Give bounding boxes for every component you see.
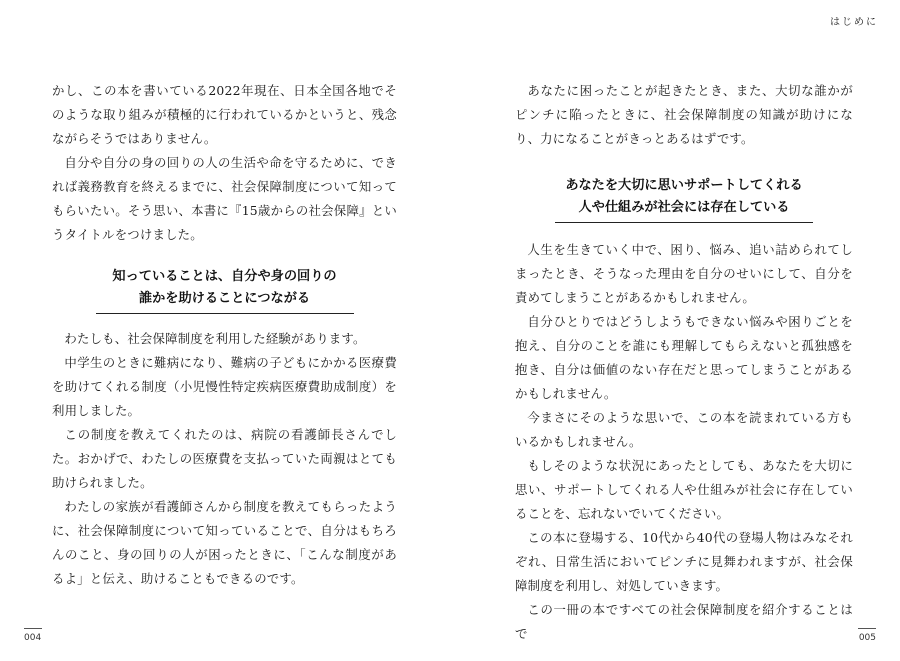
section-heading [52,266,397,314]
right-intro-text [515,79,853,151]
heading-line: 知っていることは、自分や身の回りの [112,269,337,284]
folio-rule [858,628,876,629]
paragraph: この制度を教えてくれたのは、病院の看護師長さんでした。おかげで、わたしの医療費を支払っていた両親はとても助けられました。 [52,427,397,490]
heading-underline [555,222,813,223]
page-number: 005 [858,633,876,643]
heading-underline [96,313,354,314]
paragraph: 今まさにそのような思いで、この本を読まれている方もいるかもしれません。 [515,410,853,449]
section-heading [515,175,853,223]
paragraph: あなたに困ったことが起きたとき、また、大切な誰かがピンチに陥ったときに、社会保障制度の知識が助けになり、力になることがきっとあるはずです。 [515,83,853,146]
page-number-right [858,628,876,643]
paragraph: わたしも、社会保障制度を利用した経験があります。 [64,331,366,346]
paragraph: この一冊の本ですべての社会保障制度を紹介することはで [515,602,853,641]
paragraph: もしそのような状況にあったとしても、あなたを大切に思い、サポートしてくれる人や仕組みが社会に存在していることを、忘れないでいてください。 [515,458,853,521]
page-number: 004 [24,633,42,643]
running-head: はじめに [830,17,878,28]
heading-line: 人や仕組みが社会には存在している [578,200,790,215]
right-body-text [515,238,853,646]
heading-line: あなたを大切に思いサポートしてくれる [565,178,803,193]
folio-rule [24,628,42,629]
left-body-text [52,327,397,591]
paragraph: わたしの家族が看護師さんから制度を教えてもらったように、社会保障制度について知っていることで、自分はもちろんのこと、身の回りの人が困ったときに、「こんな制度があるよ」と伝え、助けることもできるのです。 [52,499,397,586]
paragraph: 人生を生きていく中で、困り、悩み、追い詰められてしまったとき、そうなった理由を自分のせいにして、自分を責めてしまうことがあるかもしれません。 [515,242,853,305]
paragraph: 中学生のときに難病になり、難病の子どもにかかる医療費を助けてくれる制度（小児慢性特定疾病医療費助成制度）を利用しました。 [52,355,397,418]
page-number-left [24,628,42,643]
left-intro-text [52,79,397,247]
paragraph: かし、この本を書いている2022年現在、日本全国各地でそのような取り組みが積極的に行われているかというと、残念ながらそうではありません。 [52,83,397,146]
paragraph: この本に登場する、10代から40代の登場人物はみなそれぞれ、日常生活においてピンチに見舞われますが、社会保障制度を利用し、対処していきます。 [515,530,853,593]
heading-line: 誰かを助けることにつながる [138,291,311,306]
paragraph: 自分ひとりではどうしようもできない悩みや困りごとを抱え、自分のことを誰にも理解してもらえないと孤独感を抱き、自分は価値のない存在だと思ってしまうことがあるかもしれません。 [515,314,853,401]
paragraph: 自分や自分の身の回りの人の生活や命を守るために、できれば義務教育を終えるまでに、社会保障制度について知ってもらいたい。そう思い、本書に『15歳からの社会保障』というタイトルをつけました。 [52,155,397,242]
